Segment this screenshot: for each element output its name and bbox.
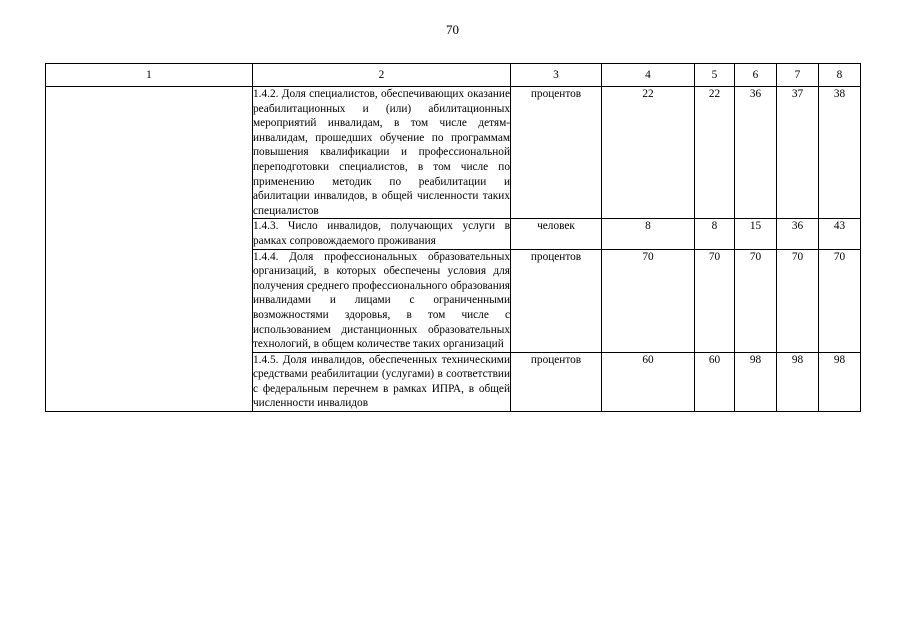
unit-cell: человек bbox=[511, 219, 602, 249]
indicator-description: 1.4.2. Доля специалистов, обеспечивающих оказание реабилитационных и (или) абилитационных мероприятий инвалидам, в том числе детям-инвалидам, прошедших обучение по программам повышения квалификации и профессиональной переподготовки специалистов, в том числе по применению методик по реабилитации и абилитации инвалидов, в общей численности таких специалистов bbox=[253, 87, 511, 219]
value-cell: 60 bbox=[695, 352, 735, 411]
column-header-1: 1 bbox=[46, 64, 253, 87]
merged-blank-cell bbox=[46, 87, 253, 412]
value-cell: 70 bbox=[819, 249, 861, 352]
unit-cell: процентов bbox=[511, 87, 602, 219]
value-cell: 8 bbox=[695, 219, 735, 249]
column-header-7: 7 bbox=[777, 64, 819, 87]
page-number: 70 bbox=[446, 22, 459, 37]
value-cell: 22 bbox=[602, 87, 695, 219]
value-cell: 98 bbox=[735, 352, 777, 411]
value-cell: 70 bbox=[735, 249, 777, 352]
indicators-table bbox=[45, 63, 861, 412]
unit-cell: процентов bbox=[511, 352, 602, 411]
value-cell: 37 bbox=[777, 87, 819, 219]
value-cell: 36 bbox=[777, 219, 819, 249]
indicator-description: 1.4.5. Доля инвалидов, обеспеченных техническими средствами реабилитации (услугами) в соответствии с федеральным перечнем в рамках ИПРА, в общей численности инвалидов bbox=[253, 352, 511, 411]
indicator-description: 1.4.4. Доля профессиональных образовательных организаций, в которых обеспечены условия для получения среднего профессионального образования инвалидами и лицами с ограниченными возможностями здоровья, в том числе с использованием дистанционных образовательных технологий, в общем количестве таких организаций bbox=[253, 249, 511, 352]
column-header-5: 5 bbox=[695, 64, 735, 87]
table-row bbox=[46, 87, 861, 219]
value-cell: 98 bbox=[777, 352, 819, 411]
value-cell: 38 bbox=[819, 87, 861, 219]
value-cell: 15 bbox=[735, 219, 777, 249]
value-cell: 22 bbox=[695, 87, 735, 219]
column-header-8: 8 bbox=[819, 64, 861, 87]
indicator-description: 1.4.3. Число инвалидов, получающих услуги в рамках сопровождаемого проживания bbox=[253, 219, 511, 249]
value-cell: 70 bbox=[777, 249, 819, 352]
column-header-6: 6 bbox=[735, 64, 777, 87]
value-cell: 98 bbox=[819, 352, 861, 411]
unit-cell: процентов bbox=[511, 249, 602, 352]
column-header-4: 4 bbox=[602, 64, 695, 87]
value-cell: 36 bbox=[735, 87, 777, 219]
value-cell: 60 bbox=[602, 352, 695, 411]
value-cell: 43 bbox=[819, 219, 861, 249]
column-header-3: 3 bbox=[511, 64, 602, 87]
header-row bbox=[46, 64, 861, 87]
value-cell: 8 bbox=[602, 219, 695, 249]
column-header-2: 2 bbox=[253, 64, 511, 87]
value-cell: 70 bbox=[695, 249, 735, 352]
value-cell: 70 bbox=[602, 249, 695, 352]
